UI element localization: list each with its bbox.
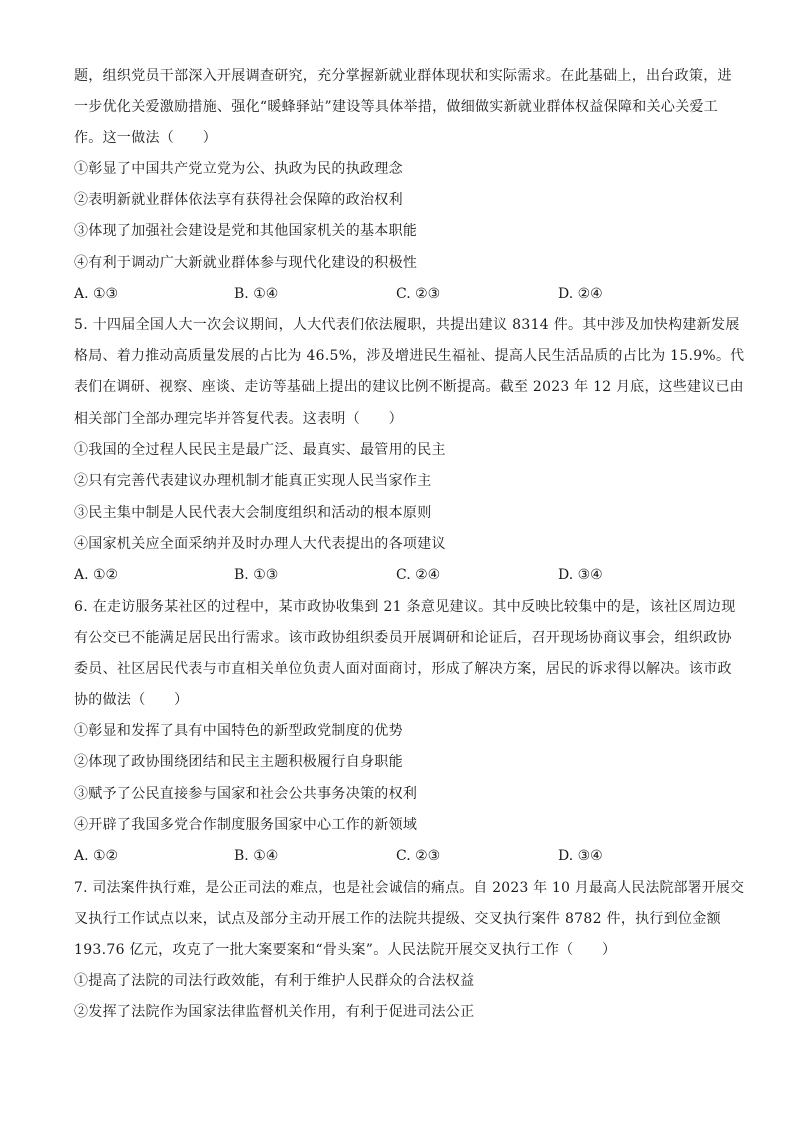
question-6-option-b: B. ①④ xyxy=(234,848,279,864)
question-4-stem-line-3: 作。这一做法（ ） xyxy=(74,130,217,146)
question-4-options xyxy=(74,284,734,304)
question-4-item-2: ②表明新就业群体依法享有获得社会保障的政治权利 xyxy=(74,192,403,208)
question-4-item-3: ③体现了加强社会建设是党和其他国家机关的基本职能 xyxy=(74,223,418,239)
question-5-stem-line-4: 相关部门全部办理完毕并答复代表。这表明（ ） xyxy=(74,411,403,427)
question-6-stem-line-4: 协的做法（ ） xyxy=(74,692,189,708)
question-6-stem-line-1: 6. 在走访服务某社区的过程中，某市政协收集到 21 条意见建议。其中反映比较集中的是，该社区周边现 xyxy=(74,599,736,615)
question-5-item-4: ④国家机关应全面采纳并及时办理人大代表提出的各项建议 xyxy=(74,536,446,552)
question-5-item-3: ③民主集中制是人民代表大会制度组织和活动的根本原则 xyxy=(74,505,432,521)
question-5-options xyxy=(74,565,734,585)
question-5-option-b: B. ①③ xyxy=(234,567,279,583)
question-6-item-3: ③赋予了公民直接参与国家和社会公共事务决策的权利 xyxy=(74,786,418,802)
question-4-item-1: ①彰显了中国共产党立党为公、执政为民的执政理念 xyxy=(74,161,403,177)
question-7-stem-line-2: 叉执行工作试点以来，试点及部分主动开展工作的法院共提级、交叉执行案件 8782 件，执行到位金额 xyxy=(74,911,721,927)
question-6-options xyxy=(74,846,734,866)
question-4-option-b: B. ①④ xyxy=(234,286,279,302)
question-6-option-a: A. ①② xyxy=(74,848,119,864)
question-6-stem-line-3: 委员、社区居民代表与市直相关单位负责人面对面商讨，形成了解决方案，居民的诉求得以解决。该市政 xyxy=(74,661,732,677)
question-6-item-2: ②体现了政协围绕团结和民主主题积极履行自身职能 xyxy=(74,754,403,770)
question-6-stem-line-2: 有公交已不能满足居民出行需求。该市政协组织委员开展调研和论证后，召开现场协商议事会，组织政协 xyxy=(74,630,732,646)
question-6-option-d: D. ③④ xyxy=(558,848,603,864)
question-5-option-d: D. ③④ xyxy=(558,567,603,583)
question-4-stem-line-2: 一步优化关爱激励措施、强化“暖蜂驿站”建设等具体举措，做细做实新就业群体权益保障和关心关爱工 xyxy=(74,99,719,115)
question-6-item-4: ④开辟了我国多党合作制度服务国家中心工作的新领域 xyxy=(74,817,418,833)
question-5-option-c: C. ②④ xyxy=(396,567,441,583)
question-6-option-c: C. ②③ xyxy=(396,848,441,864)
question-5-stem-line-3: 表们在调研、视察、座谈、走访等基础上提出的建议比例不断提高。截至 2023 年 12 月底，这些建议已由 xyxy=(74,379,744,395)
question-7-stem-line-3: 193.76 亿元，攻克了一批大案要案和“骨头案”。人民法院开展交叉执行工作（ ） xyxy=(74,942,617,958)
question-7-item-1: ①提高了法院的司法行政效能，有利于维护人民群众的合法权益 xyxy=(74,973,475,989)
question-4-option-d: D. ②④ xyxy=(558,286,603,302)
question-6-item-1: ①彰显和发挥了具有中国特色的新型政党制度的优势 xyxy=(74,723,403,739)
question-5-item-2: ②只有完善代表建议办理机制才能真正实现人民当家作主 xyxy=(74,473,432,489)
question-4-item-4: ④有利于调动广大新就业群体参与现代化建设的积极性 xyxy=(74,255,418,271)
question-5-stem-line-2: 格局、着力推动高质量发展的占比为 46.5%，涉及增进民生福祉、提高人民生活品质的占比为 15.9%。代 xyxy=(74,348,745,364)
question-7-stem-line-1: 7. 司法案件执行难，是公正司法的难点，也是社会诚信的痛点。自 2023 年 10 月最高人民法院部署开展交 xyxy=(74,880,745,896)
question-4-option-c: C. ②③ xyxy=(396,286,441,302)
question-4-option-a: A. ①③ xyxy=(74,286,119,302)
question-7-item-2: ②发挥了法院作为国家法律监督机关作用，有利于促进司法公正 xyxy=(74,1004,475,1020)
question-4-stem-line-1: 题，组织党员干部深入开展调查研究，充分掌握新就业群体现状和实际需求。在此基础上，出台政策，进 xyxy=(74,68,732,84)
question-5-stem-line-1: 5. 十四届全国人大一次会议期间，人大代表们依法履职，共提出建议 8314 件。其中涉及加快构建新发展 xyxy=(74,317,740,333)
question-5-item-1: ①我国的全过程人民民主是最广泛、最真实、最管用的民主 xyxy=(74,442,446,458)
question-5-option-a: A. ①② xyxy=(74,567,119,583)
